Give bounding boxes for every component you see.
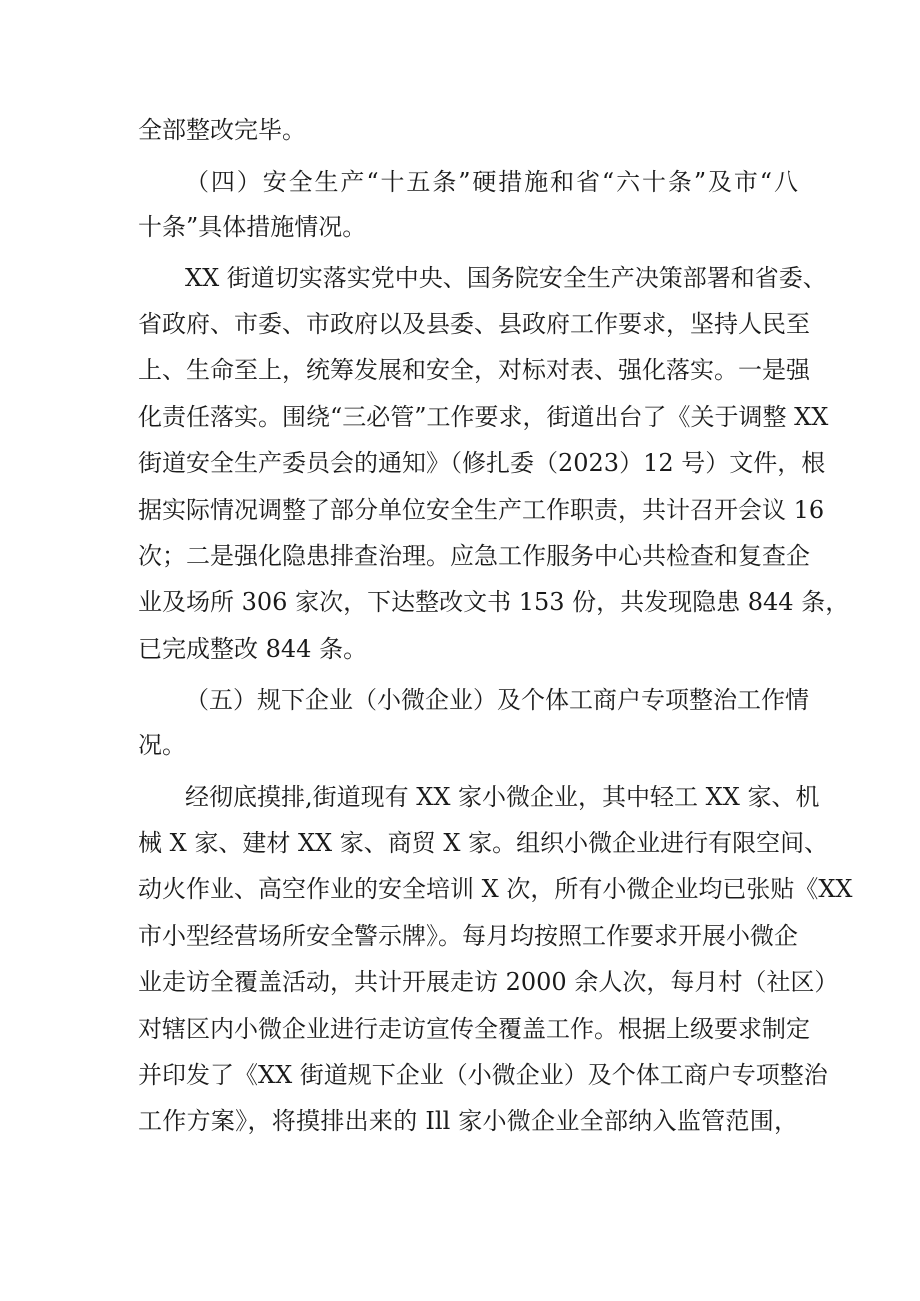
paragraph-line: 械 X 家、建材 XX 家、商贸 X 家。组织小微企业进行有限空间、	[138, 829, 829, 857]
paragraph-line: 动火作业、高空作业的安全培训 X 次，所有小微企业均已张贴《XX	[138, 875, 853, 903]
paragraph-line: 市小型经营场所安全警示牌》。每月均按照工作要求开展小微企	[138, 922, 798, 950]
section-heading-line: （四）安全生产“十五条”硬措施和省“六十条”及市“八	[185, 168, 798, 196]
section-heading-line: 十条”具体措施情况。	[138, 213, 367, 241]
section-heading-line: （五）规下企业（小微企业）及个体工商户专项整治工作情	[185, 686, 809, 714]
paragraph-line: 并印发了《XX 街道规下企业（小微企业）及个体工商户专项整治	[138, 1061, 828, 1089]
paragraph-line: 已完成整改 844 条。	[138, 635, 368, 663]
paragraph-line: 省政府、市委、市政府以及县委、县政府工作要求，坚持人民至	[138, 310, 810, 338]
paragraph-line: 业走访全覆盖活动，共计开展走访 2000 余人次，每月村（社区）	[138, 968, 839, 996]
paragraph-line: 工作方案》，将摸排出来的 Ill 家小微企业全部纳入监管范围，	[138, 1107, 798, 1135]
paragraph-line: 业及场所 306 家次，下达整改文书 153 份，共发现隐患 844 条，	[138, 588, 850, 616]
paragraph-line: 上、生命至上，统筹发展和安全，对标对表、强化落实。一是强	[138, 356, 810, 384]
section-heading-line: 况。	[138, 731, 186, 759]
paragraph-line: 街道安全生产委员会的通知》（修扎委（2023）12 号）文件，根	[138, 449, 826, 477]
paragraph-line: 对辖区内小微企业进行走访宣传全覆盖工作。根据上级要求制定	[138, 1015, 810, 1043]
paragraph-line: 化责任落实。围绕“三必管”工作要求，街道出台了《关于调整 XX	[138, 403, 829, 431]
paragraph-line: 次；二是强化隐患排查治理。应急工作服务中心共检查和复查企	[138, 542, 810, 570]
paragraph-line: 经彻底摸排,街道现有 XX 家小微企业，其中轻工 XX 家、机	[185, 783, 820, 811]
paragraph-line: 全部整改完毕。	[138, 116, 306, 144]
paragraph-line: XX 街道切实落实党中央、国务院安全生产决策部署和省委、	[185, 264, 827, 292]
paragraph-line: 据实际情况调整了部分单位安全生产工作职责，共计召开会议 16	[138, 496, 825, 524]
